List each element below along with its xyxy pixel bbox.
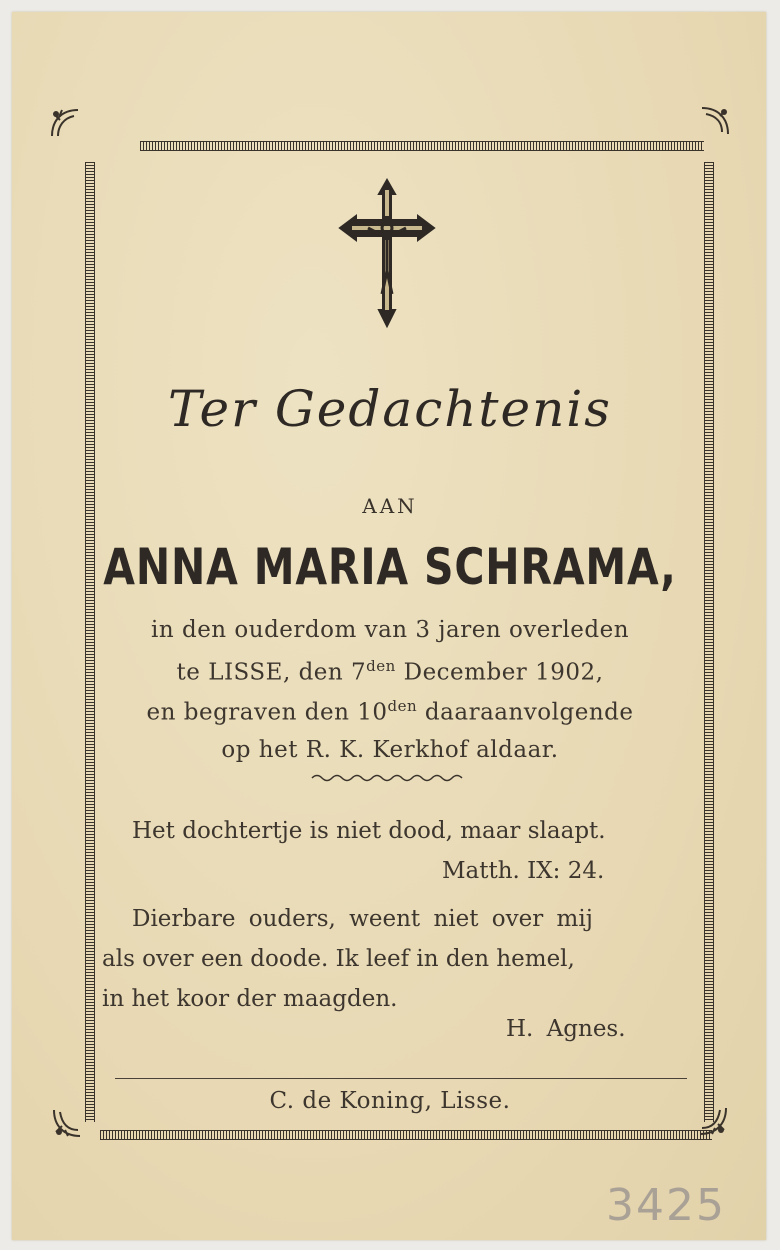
- quote-agnes-line3: in het koor der maagden.: [102, 986, 398, 1012]
- quote-agnes-line2: als over een doode. Ik leef in den hemel,: [102, 946, 575, 972]
- corner-ornament-icon: [698, 104, 732, 138]
- handwritten-number: 3425: [606, 1180, 726, 1231]
- divider-rule: [115, 1078, 687, 1079]
- aan-label: AAN: [362, 494, 418, 518]
- cross-icon: [332, 176, 442, 334]
- frame-top-border: [140, 141, 704, 151]
- text-line-age: in den ouderdom van 3 jaren overleden: [150, 617, 630, 643]
- quote-agnes-source: H. Agnes.: [506, 1016, 626, 1042]
- printer-credit: C. de Koning, Lisse.: [269, 1088, 511, 1114]
- corner-ornament-icon: [48, 106, 82, 140]
- frame-bottom-border: [100, 1130, 712, 1140]
- text-line-burial: en begraven den $10^{den}$ daaraanvolgende: [146, 697, 634, 726]
- text-line-cemetery: op het R. K. Kerkhof aldaar.: [221, 737, 559, 763]
- memorial-card: [12, 12, 766, 1240]
- heading-ter-gedachtenis: Ter Gedachtenis: [168, 380, 612, 438]
- wavy-divider-icon: [310, 772, 468, 784]
- text-line-death-date: te LISSE, den $7^{den}$ December 1902,: [176, 657, 604, 686]
- quote-matthew-source: Matth. IX: 24.: [442, 858, 605, 884]
- quote-matthew: Het dochtertje is niet dood, maar slaapt.: [132, 818, 606, 844]
- deceased-name: ANNA MARIA SCHRAMA,: [103, 538, 677, 596]
- quote-agnes-line1: Dierbare ouders, weent niet over mij: [132, 906, 593, 932]
